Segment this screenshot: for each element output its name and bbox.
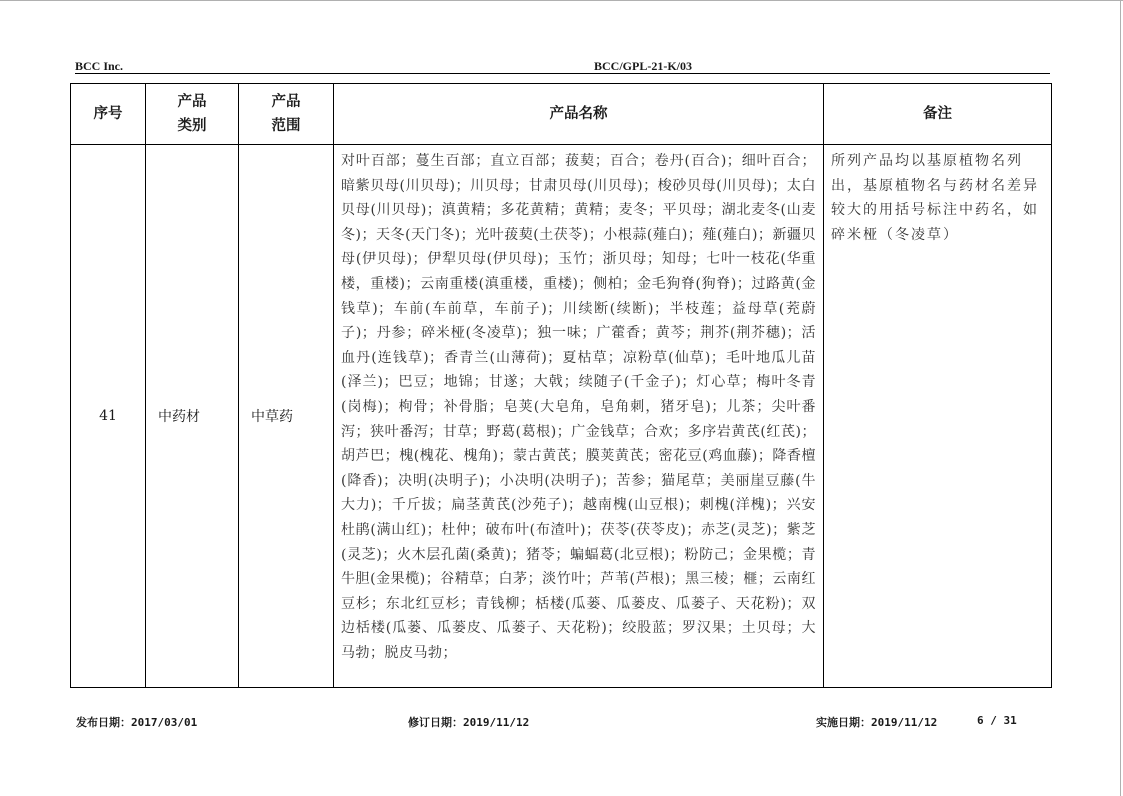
company-name: BCC Inc.: [75, 59, 124, 73]
product-names-cell: [334, 145, 824, 688]
header-scope: [239, 84, 334, 145]
header-product-name-label: 产品名称: [549, 105, 608, 122]
revision-date: 修订日期：2019/11/12: [408, 716, 530, 729]
row-scope: 中草药: [239, 145, 334, 688]
header-index-label: 序号: [93, 105, 123, 122]
header-index: [71, 84, 146, 145]
header-product-name: [334, 84, 824, 145]
header-scope-line2: 范围: [271, 117, 301, 134]
table-row: [71, 145, 1052, 688]
row-category: 中药材: [146, 145, 239, 688]
header-remark-label: 备注: [923, 105, 952, 122]
page-border-right: [1120, 0, 1121, 796]
product-names-list: 对叶百部；蔓生百部；直立百部；菝葜；百合；卷丹(百合)；细叶百合；暗紫贝母(川贝母)；川贝母；甘肃贝母(川贝母)；梭砂贝母(川贝母)；太白贝母(川贝母)；滇黄精；多花黄精；黄精；麦冬；平贝母；湖北麦冬(山麦冬)；天冬(天门冬)；光叶菝葜(土茯苓)；小根蒜(薤白)；薤(薤白)；新疆贝母(伊贝母)；伊犁贝母(伊贝母)；玉竹；浙贝母；知母；七叶一枝花(华重楼，重楼)；云南重楼(滇重楼，重楼)；侧柏；金毛狗脊(狗脊)；过路黄(金钱草)；车前(车前草，车前子)；川续断(续断)；半枝莲；益母草(茺蔚子)；丹参；碎米桠(冬凌草)；独一味；广藿香；黄芩；荆芥(荆芥穗)；活血丹(连钱草)；香青兰(山薄荷)；夏枯草；凉粉草(仙草)；毛叶地瓜儿苗(泽兰)；巴豆；地锦；甘遂；大戟；续随子(千金子)；灯心草；梅叶冬青(岗梅)；枸骨；补骨脂；皂荚(大皂角，皂角刺，猪牙皂)；儿茶；尖叶番泻；狭叶番泻；甘草；野葛(葛根)；广金钱草；合欢；多序岩黄芪(红芪)；胡芦巴；槐(槐花、槐角)；蒙古黄芪；膜荚黄芪；密花豆(鸡血藤)；降香檀(降香)；决明(决明子)；小决明(决明子)；苦参；猫尾草；美丽崖豆藤(牛大力)；千斤拔；扁茎黄芪(沙苑子)；越南槐(山豆根)；刺槐(洋槐)；兴安杜鹃(满山红)；杜仲；破布叶(布渣叶)；茯苓(茯苓皮)；赤芝(灵芝)；紫芝(灵芝)；火木层孔菌(桑黄)；猪苓；蝙蝠葛(北豆根)；粉防己；金果榄；青牛胆(金果榄)；谷精草；白茅；淡竹叶；芦苇(芦根)；黑三棱；榧；云南红豆杉；东北红豆杉；青钱柳；栝楼(瓜蒌、瓜蒌皮、瓜蒌子、天花粉)；双边栝楼(瓜蒌、瓜蒌皮、瓜蒌子、天花粉)；绞股蓝；罗汉果；土贝母；大马勃；脱皮马勃；: [341, 153, 816, 661]
page-footer: [0, 714, 1123, 730]
header-divider: [75, 73, 1050, 74]
header-category-line2: 类别: [177, 117, 207, 134]
issue-date: 发布日期：2017/03/01: [76, 716, 198, 729]
effective-date: 实施日期：2019/11/12: [816, 716, 938, 729]
page-border: [0, 0, 1123, 1]
header-category-line1: 产品: [177, 93, 207, 110]
table-header-row: [71, 84, 1052, 145]
row-index: 41: [71, 145, 146, 688]
product-table: [70, 83, 1052, 688]
remark-cell: [824, 145, 1052, 688]
header-category: [146, 84, 239, 145]
page-number: 6 / 31: [977, 714, 1017, 727]
header-scope-line1: 产品: [271, 93, 301, 110]
header-remark: [824, 84, 1052, 145]
remark-text: 所列产品均以基原植物名列出，基原植物名与药材名差异较大的用括号标注中药名，如碎米桠（冬凌草）: [831, 153, 1039, 243]
document-number: BCC/GPL-21-K/03: [594, 59, 692, 73]
